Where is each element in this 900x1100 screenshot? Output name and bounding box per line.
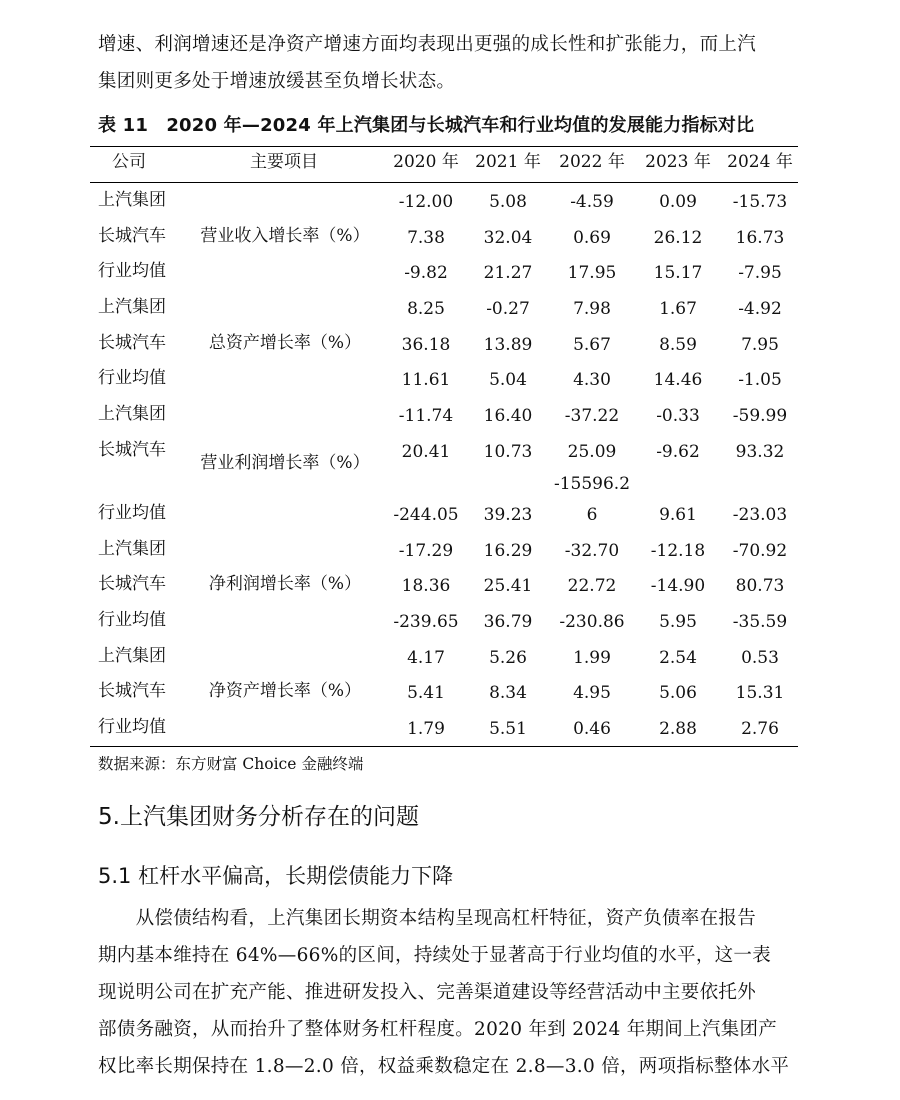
- metric-label: 总资产增长率（%）: [208, 333, 362, 353]
- table-cell-value: 5.51: [489, 719, 527, 739]
- table-cell-value: 18.36: [401, 576, 451, 596]
- table-cell-value: 5.41: [407, 683, 445, 703]
- table-cell-value: 4.17: [407, 648, 445, 668]
- table-cell-value: 4.30: [573, 370, 611, 390]
- table-cell-value: 4.95: [573, 683, 611, 703]
- table-header-rule: [90, 182, 798, 183]
- table-cell-value: 14.46: [653, 370, 703, 390]
- table-cell-value: 22.72: [567, 576, 617, 596]
- table-cell-value: 7.38: [407, 228, 445, 248]
- company-label: 行业均值: [98, 368, 166, 388]
- table-cell-value: 10.73: [483, 442, 533, 462]
- table-cell-value: 6: [586, 505, 598, 525]
- table-cell-value: -70.92: [732, 541, 788, 561]
- table-cell-value: -11.74: [398, 406, 454, 426]
- subsection-heading: 5.1 杠杆水平偏高，长期偿债能力下降: [98, 864, 454, 888]
- header-2021: 2021 年: [475, 152, 541, 172]
- body-line-3: 现说明公司在扩充产能、推进研发投入、完善渠道建设等经营活动中主要依托外: [98, 982, 757, 1003]
- metric-label: 净利润增长率（%）: [208, 574, 362, 594]
- company-label: 上汽集团: [98, 190, 166, 210]
- table-cell-value: -37.22: [564, 406, 620, 426]
- table-cell-overflow: -15596.2: [553, 474, 631, 494]
- header-2024: 2024 年: [727, 152, 793, 172]
- header-2023: 2023 年: [645, 152, 711, 172]
- table-cell-value: 13.89: [483, 335, 533, 355]
- company-label: 行业均值: [98, 717, 166, 737]
- table-cell-value: -7.95: [738, 263, 782, 283]
- company-label: 行业均值: [98, 261, 166, 281]
- table-cell-value: 2.54: [659, 648, 697, 668]
- table-cell-value: -9.82: [404, 263, 448, 283]
- table-cell-value: 1.99: [573, 648, 611, 668]
- table-cell-value: 0.69: [573, 228, 611, 248]
- table-cell-value: -12.18: [650, 541, 706, 561]
- table-cell-value: 11.61: [401, 370, 451, 390]
- table-cell-value: -59.99: [732, 406, 788, 426]
- table-cell-value: 2.88: [659, 719, 697, 739]
- company-label: 上汽集团: [98, 404, 166, 424]
- header-company: 公司: [112, 152, 146, 172]
- intro-line-2: 集团则更多处于增速放缓甚至负增长状态。: [98, 71, 456, 92]
- company-label: 长城汽车: [98, 333, 166, 353]
- table-cell-value: 93.32: [735, 442, 785, 462]
- table-cell-value: 21.27: [483, 263, 533, 283]
- header-2020: 2020 年: [393, 152, 459, 172]
- company-label: 长城汽车: [98, 574, 166, 594]
- table-cell-value: 5.26: [489, 648, 527, 668]
- table-cell-value: 15.31: [735, 683, 785, 703]
- table-cell-value: 15.17: [653, 263, 703, 283]
- table-cell-value: 80.73: [735, 576, 785, 596]
- table-cell-value: 17.95: [567, 263, 617, 283]
- table-top-rule: [90, 146, 798, 147]
- section-heading: 5.上汽集团财务分析存在的问题: [98, 804, 419, 830]
- table-source: 数据来源：东方财富 Choice 金融终端: [98, 755, 364, 773]
- table-cell-value: -35.59: [732, 612, 788, 632]
- table-cell-value: 0.09: [659, 192, 697, 212]
- intro-line-1: 增速、利润增速还是净资产增速方面均表现出更强的成长性和扩张能力，而上汽: [98, 34, 757, 55]
- table-cell-value: -0.27: [486, 299, 530, 319]
- metric-label: 净资产增长率（%）: [208, 681, 362, 701]
- table-caption: 表 11 2020 年—2024 年上汽集团与长城汽车和行业均值的发展能力指标对比: [98, 115, 755, 136]
- table-cell-value: 25.09: [567, 442, 617, 462]
- table-cell-value: 25.41: [483, 576, 533, 596]
- company-label: 长城汽车: [98, 440, 166, 460]
- company-label: 上汽集团: [98, 297, 166, 317]
- table-cell-value: 8.25: [407, 299, 445, 319]
- table-cell-value: 0.46: [573, 719, 611, 739]
- table-cell-value: 2.76: [741, 719, 779, 739]
- table-cell-value: 5.67: [573, 335, 611, 355]
- company-label: 长城汽车: [98, 226, 166, 246]
- table-cell-value: -9.62: [656, 442, 700, 462]
- table-cell-value: 16.73: [735, 228, 785, 248]
- company-label: 行业均值: [98, 503, 166, 523]
- table-cell-value: 1.67: [659, 299, 697, 319]
- table-cell-value: 5.04: [489, 370, 527, 390]
- table-cell-value: -32.70: [564, 541, 620, 561]
- table-cell-value: 20.41: [401, 442, 451, 462]
- body-line-2: 期内基本维持在 64%—66%的区间，持续处于显著高于行业均值的水平，这一表: [98, 945, 772, 966]
- table-cell-value: 26.12: [653, 228, 703, 248]
- table-cell-value: -14.90: [650, 576, 706, 596]
- table-cell-value: -23.03: [732, 505, 788, 525]
- table-cell-value: -244.05: [393, 505, 459, 525]
- table-cell-value: -4.92: [738, 299, 782, 319]
- table-cell-value: 7.98: [573, 299, 611, 319]
- table-cell-value: -230.86: [559, 612, 625, 632]
- table-cell-value: -0.33: [656, 406, 700, 426]
- table-cell-value: 1.79: [407, 719, 445, 739]
- table-cell-value: -17.29: [398, 541, 454, 561]
- table-cell-value: 32.04: [483, 228, 533, 248]
- header-2022: 2022 年: [559, 152, 625, 172]
- table-cell-value: -239.65: [393, 612, 459, 632]
- company-label: 长城汽车: [98, 681, 166, 701]
- table-cell-value: 5.95: [659, 612, 697, 632]
- table-cell-value: -12.00: [398, 192, 454, 212]
- company-label: 上汽集团: [98, 539, 166, 559]
- table-cell-value: 36.79: [483, 612, 533, 632]
- table-bottom-rule: [90, 746, 798, 747]
- table-cell-value: 8.59: [659, 335, 697, 355]
- header-item: 主要项目: [250, 152, 318, 172]
- table-cell-value: 5.06: [659, 683, 697, 703]
- table-cell-value: 16.40: [483, 406, 533, 426]
- table-cell-value: 0.53: [741, 648, 779, 668]
- metric-label: 营业收入增长率（%）: [200, 226, 370, 246]
- table-cell-value: 16.29: [483, 541, 533, 561]
- company-label: 上汽集团: [98, 646, 166, 666]
- body-line-4: 部债务融资，从而抬升了整体财务杠杆程度。2020 年到 2024 年期间上汽集团产: [98, 1019, 778, 1040]
- table-cell-value: 36.18: [401, 335, 451, 355]
- table-cell-value: -1.05: [738, 370, 782, 390]
- body-line-1: 从偿债结构看，上汽集团长期资本结构呈现高杠杆特征，资产负债率在报告: [98, 908, 757, 929]
- table-cell-value: -4.59: [570, 192, 614, 212]
- table-cell-value: 39.23: [483, 505, 533, 525]
- metric-label: 营业利润增长率（%）: [200, 453, 370, 473]
- table-cell-value: 9.61: [659, 505, 697, 525]
- table-cell-value: -15.73: [732, 192, 788, 212]
- table-cell-value: 5.08: [489, 192, 527, 212]
- table-cell-value: 7.95: [741, 335, 779, 355]
- table-cell-value: 8.34: [489, 683, 527, 703]
- body-line-5: 权比率长期保持在 1.8—2.0 倍，权益乘数稳定在 2.8—3.0 倍，两项指标整体水平: [98, 1056, 790, 1077]
- company-label: 行业均值: [98, 610, 166, 630]
